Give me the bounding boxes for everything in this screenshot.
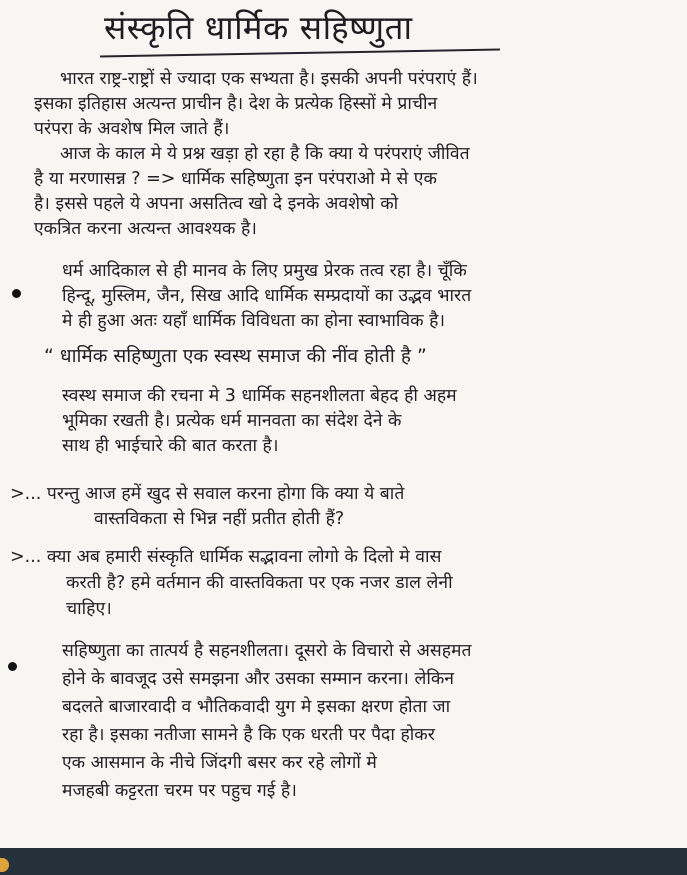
paragraph-2-line: हिन्दू, मुस्लिम, जैन, सिख आदि धार्मिक सम्प्रदायों का उद्भव भारत bbox=[62, 286, 472, 306]
point-2-line: चाहिए। bbox=[66, 599, 112, 619]
paragraph-1-line: है या मरणासन्न ? => धार्मिक सहिष्णुता इन परंपराओ मे से एक bbox=[34, 169, 437, 189]
paragraph-1-line: एकत्रित करना अत्यन्त आवश्यक है। bbox=[34, 219, 257, 239]
highlighted-quote: “ धार्मिक सहिष्णुता एक स्वस्थ समाज की नींव होती है ” bbox=[44, 345, 427, 367]
paragraph-3-line: भूमिका रखती है। प्रत्येक धर्म मानवता का संदेश देने के bbox=[62, 411, 402, 431]
paragraph-2-line: मे ही हुआ अतः यहाँ धार्मिक विविधता का होना स्वाभाविक है। bbox=[62, 311, 446, 331]
bullet-dot bbox=[12, 289, 21, 298]
paragraph-3-line: साथ ही भाईचारे की बात करता है। bbox=[62, 436, 279, 456]
paragraph-4-line: सहिष्णुता का तात्पर्य है सहनशीलता। दूसरो के विचारो से असहमत bbox=[62, 641, 472, 661]
paragraph-1-line: भारत राष्ट्र-राष्ट्रों से ज्यादा एक सभ्यता है। इसकी अपनी परंपराएं हैं। bbox=[60, 69, 478, 89]
paragraph-4-line: रहा है। इसका नतीजा सामने है कि एक धरती पर पैदा होकर bbox=[62, 725, 435, 745]
point-2-line: करती है? हमे वर्तमान की वास्तविकता पर एक नजर डाल लेनी bbox=[66, 573, 453, 593]
point-1-line: वास्तविकता से भिन्न नहीं प्रतीत होती हैं? bbox=[94, 509, 345, 529]
paragraph-4-line: बदलते बाजारवादी व भौतिकवादी युग मे इसका क्षरण होता जा bbox=[62, 697, 451, 717]
paragraph-1-line: है। इससे पहले ये अपना असतित्व खो दे इनके अवशेषो को bbox=[34, 194, 399, 214]
bullet-dot bbox=[8, 662, 17, 671]
paragraph-1-line: परंपरा के अवशेष मिल जाते हैं। bbox=[34, 119, 230, 139]
paragraph-3-line: स्वस्थ समाज की रचना मे 3 धार्मिक सहनशीलता बेहद ही अहम bbox=[62, 386, 457, 406]
paragraph-1-line: इसका इतिहास अत्यन्त प्राचीन है। देश के प्रत्येक हिस्सों मे प्राचीन bbox=[34, 94, 438, 114]
paragraph-1-line: आज के काल मे ये प्रश्न खड़ा हो रहा है कि क्या ये परंपराएं जीवित bbox=[60, 144, 470, 164]
bottom-bar bbox=[0, 848, 687, 875]
paragraph-2-line: धर्म आदिकाल से ही मानव के लिए प्रमुख प्रेरक तत्व रहा है। चूँकि bbox=[62, 261, 467, 281]
paragraph-4-line: होने के बावजूद उसे समझना और उसका सम्मान करना। लेकिन bbox=[62, 669, 455, 689]
paragraph-4-line: एक आसमान के नीचे जिंदगी बसर कर रहे लोगों मे bbox=[62, 753, 377, 773]
paragraph-4-line: मजहबी कट्टरता चरम पर पहुच गई है। bbox=[62, 781, 297, 801]
point-1-line: >... परन्तु आज हमें खुद से सवाल करना होगा कि क्या ये बाते bbox=[10, 484, 405, 504]
page-title: संस्कृति धार्मिक सहिष्णुता bbox=[104, 8, 413, 47]
point-2-line: >... क्या अब हमारी संस्कृति धार्मिक सद्भावना लोगो के दिलो मे वास bbox=[10, 547, 442, 567]
title-underline bbox=[100, 49, 500, 58]
